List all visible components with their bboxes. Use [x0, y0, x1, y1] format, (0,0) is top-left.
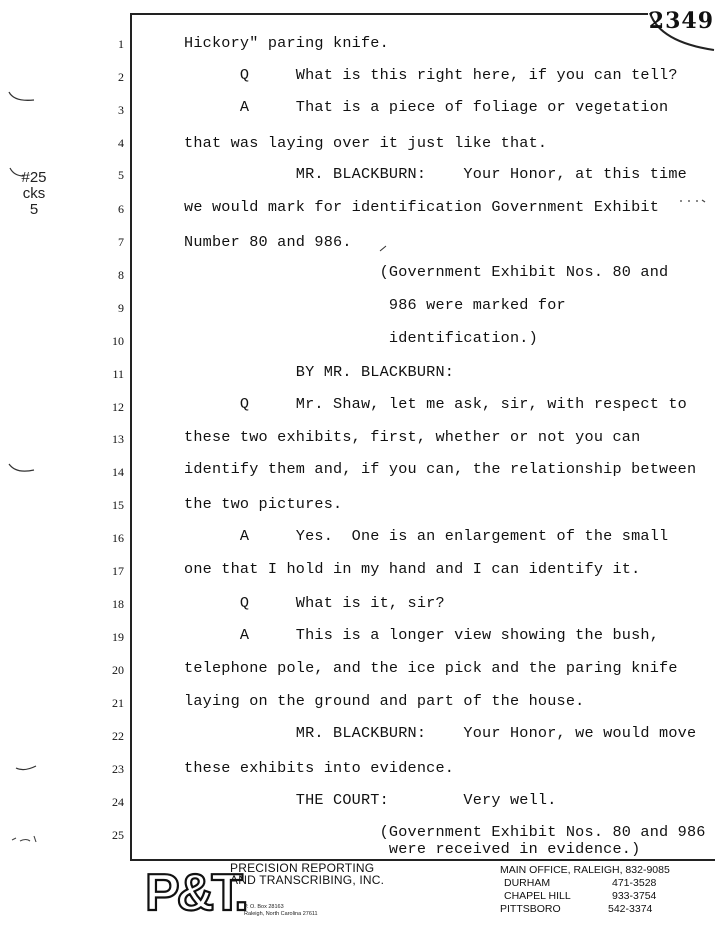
office-city: PITTSBORO — [500, 903, 561, 915]
line-text: Hickory" paring knife. — [184, 34, 389, 52]
line-number: 17 — [112, 564, 124, 578]
line-text: Q What is it, sir? — [184, 594, 445, 612]
office-phone: 933-3754 — [612, 890, 657, 902]
footer — [0, 860, 720, 925]
line-text: telephone pole, and the ice pick and the paring knife — [184, 659, 678, 677]
margin-mark-icon — [10, 832, 40, 846]
logo-text: P&T. — [145, 864, 246, 922]
line-text: Q What is this right here, if you can tell? — [184, 66, 678, 84]
line-text: laying on the ground and part of the house. — [184, 692, 585, 710]
company-name — [230, 862, 384, 886]
line-text: identification.) — [184, 329, 538, 347]
office-row — [500, 903, 670, 916]
line-number: 9 — [118, 301, 124, 315]
line-text: Number 80 and 986. — [184, 233, 352, 251]
line-text: the two pictures. — [184, 495, 343, 513]
main-office: MAIN OFFICE, RALEIGH, 832-9085 — [500, 864, 670, 876]
line-text: were received in evidence.) — [184, 840, 641, 858]
line-number: 7 — [118, 235, 124, 249]
line-number: 20 — [112, 663, 124, 677]
office-city: CHAPEL HILL — [504, 890, 571, 902]
office-row — [500, 877, 670, 890]
line-number: 11 — [112, 367, 124, 381]
line-text: MR. BLACKBURN: Your Honor, at this time — [184, 165, 687, 183]
line-number: 5 — [118, 168, 124, 182]
po-box-city: Raleigh, North Carolina 27611 — [244, 911, 318, 917]
line-text: these exhibits into evidence. — [184, 759, 455, 777]
line-number: 21 — [112, 696, 124, 710]
margin-note: cks — [22, 185, 46, 202]
line-text: (Government Exhibit Nos. 80 and — [184, 263, 669, 281]
line-number: 1 — [118, 37, 124, 51]
margin-mark-icon — [6, 88, 36, 108]
line-number: 18 — [112, 597, 124, 611]
line-text: (Government Exhibit Nos. 80 and 986 — [184, 823, 706, 841]
line-text: A Yes. One is an enlargement of the small — [184, 527, 669, 545]
line-number: 3 — [118, 103, 124, 117]
line-text: BY MR. BLACKBURN: — [184, 363, 455, 381]
company-logo — [144, 860, 246, 922]
office-phone: 471-3528 — [612, 877, 657, 889]
margin-mark-icon — [14, 760, 38, 774]
line-text: 986 were marked for — [184, 296, 566, 314]
line-text: THE COURT: Very well. — [184, 791, 557, 809]
line-number: 8 — [118, 268, 124, 282]
line-number: 16 — [112, 531, 124, 545]
line-number: 13 — [112, 432, 124, 446]
line-number: 6 — [118, 202, 124, 216]
page-number: 2349 — [648, 8, 714, 34]
office-row — [500, 890, 670, 903]
line-number: 23 — [112, 762, 124, 776]
company-name-line2: AND TRANSCRIBING, INC. — [230, 873, 385, 887]
line-text: A This is a longer view showing the bush, — [184, 626, 660, 644]
line-text: Q Mr. Shaw, let me ask, sir, with respect to — [184, 395, 687, 413]
margin-note: 5 — [29, 201, 39, 218]
line-number: 15 — [112, 498, 124, 512]
line-number: 24 — [112, 795, 124, 809]
margin-mark-icon — [8, 166, 26, 180]
line-number: 22 — [112, 729, 124, 743]
company-name-line1: PRECISION REPORTING — [230, 861, 375, 875]
margin-mark-icon — [678, 196, 708, 206]
office-city: DURHAM — [504, 877, 551, 889]
line-number: 12 — [112, 400, 124, 414]
line-number: 25 — [112, 828, 124, 842]
office-list — [500, 864, 670, 916]
line-text: identify them and, if you can, the relationship between — [184, 460, 697, 478]
line-number: 2 — [118, 70, 124, 84]
line-text: A That is a piece of foliage or vegetation — [184, 98, 669, 116]
office-phone: 542-3374 — [608, 903, 653, 915]
margin-mark-icon — [378, 243, 390, 253]
line-number: 14 — [112, 465, 124, 479]
po-box-line: P. O. Box 28163 — [244, 904, 284, 910]
line-text: that was laying over it just like that. — [184, 134, 548, 152]
line-number: 10 — [112, 334, 124, 348]
margin-note: #25 — [21, 169, 47, 186]
margin-mark-icon — [6, 460, 36, 478]
line-number: 19 — [112, 630, 124, 644]
line-number: 4 — [118, 136, 124, 150]
line-text: these two exhibits, first, whether or not you can — [184, 428, 641, 446]
line-text: we would mark for identification Government Exhibit — [184, 198, 660, 216]
po-box — [244, 904, 318, 918]
line-text: MR. BLACKBURN: Your Honor, we would move — [184, 724, 697, 742]
line-text: one that I hold in my hand and I can identify it. — [184, 560, 641, 578]
